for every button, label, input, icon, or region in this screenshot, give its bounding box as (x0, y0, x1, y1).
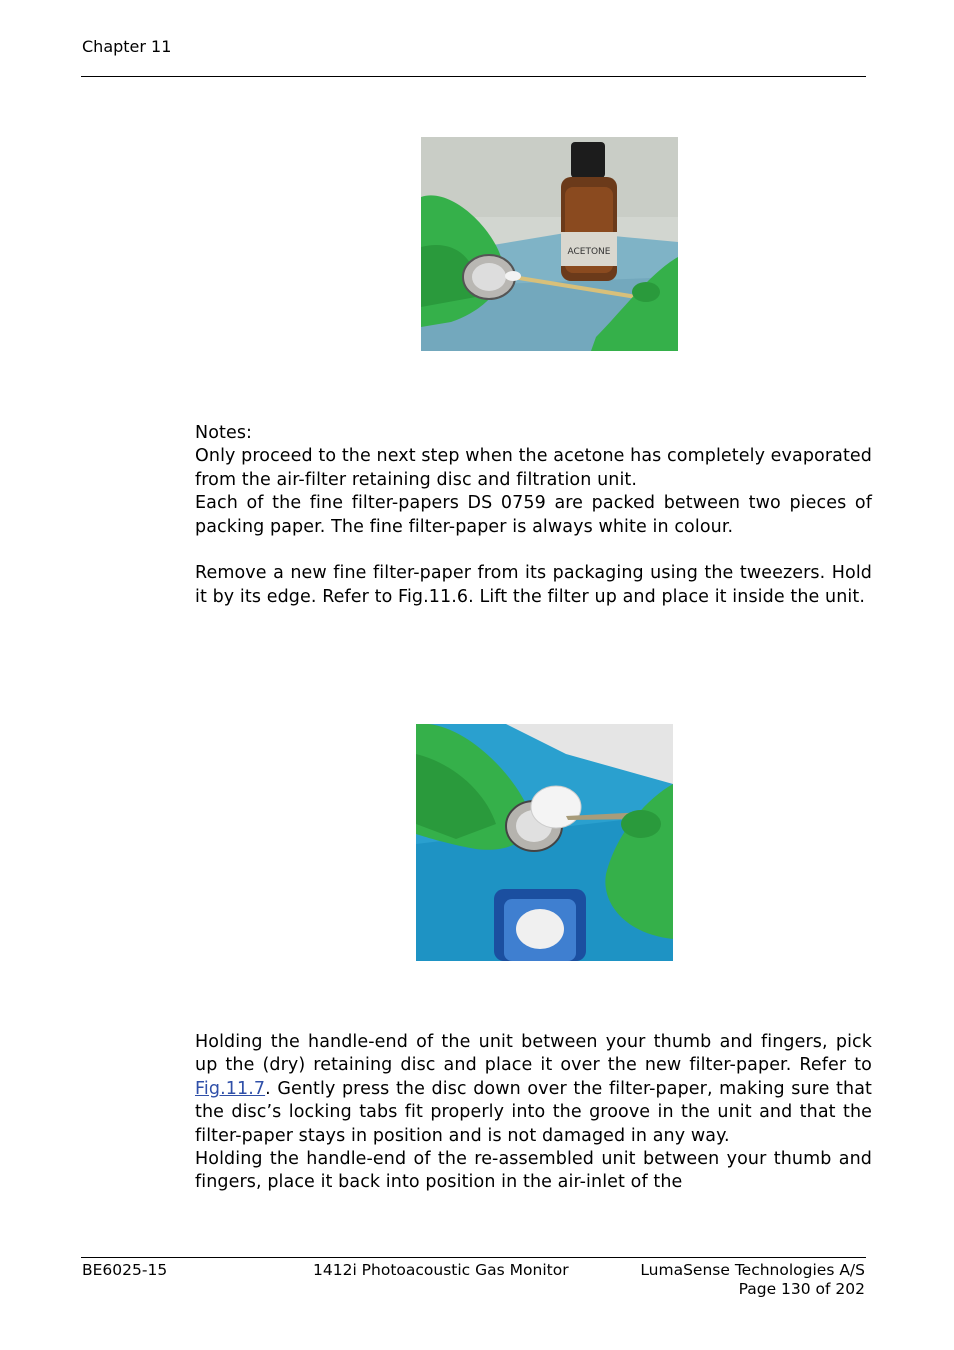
note-filter-paper-packing: Each of the fine filter-papers DS 0759 are packed between two pieces of packing paper. The fine filter-paper is always white in colour. (195, 493, 872, 537)
footer-page-number: Page 130 of 202 (738, 1280, 865, 1298)
footer-rule (81, 1257, 866, 1258)
footer-product: 1412i Photoacoustic Gas Monitor (313, 1261, 569, 1279)
reassembly-text-start: Holding the handle-end of the unit between your thumb and fingers, pick up the (dry) retaining disc and place it over the new filter-paper. Refer to (195, 1032, 872, 1076)
reassembly-paragraph (195, 1031, 872, 1148)
filter-paper-placement-photo (416, 724, 673, 961)
acetone-label: ACETONE (567, 247, 611, 257)
reinstall-paragraph: Holding the handle-end of the re-assembled unit between your thumb and fingers, place it back into position in the air-inlet of the (195, 1149, 872, 1193)
header-rule (81, 76, 866, 77)
filter-placement-illustration (416, 724, 673, 961)
acetone-cleaning-photo (421, 137, 678, 351)
acetone-cleaning-illustration (421, 137, 678, 351)
instruction-remove-filter: Remove a new fine filter-paper from its packaging using the tweezers. Hold it by its edge. Refer to Fig.11.6. Lift the filter up and place it inside the unit. (195, 563, 872, 607)
note-acetone-evaporation: Only proceed to the next step when the acetone has completely evaporated from the air-filter retaining disc and filtration unit. (195, 446, 873, 490)
footer-company-block (640, 1261, 865, 1299)
reassembly-text-end: . Gently press the disc down over the filter-paper, making sure that the disc’s locking tabs fit properly into the groove in the unit and that the filter-paper stays in position and is not damaged in any way. (195, 1078, 872, 1146)
notes-section (195, 422, 872, 609)
notes-title: Notes: (195, 423, 253, 443)
fig-11-7-link[interactable]: Fig.11.7 (195, 1078, 266, 1099)
reassembly-section (195, 1031, 872, 1195)
chapter-header: Chapter 11 (82, 37, 172, 56)
footer-doc-id: BE6025-15 (82, 1261, 168, 1279)
footer-company: LumaSense Technologies A/S (640, 1261, 865, 1279)
